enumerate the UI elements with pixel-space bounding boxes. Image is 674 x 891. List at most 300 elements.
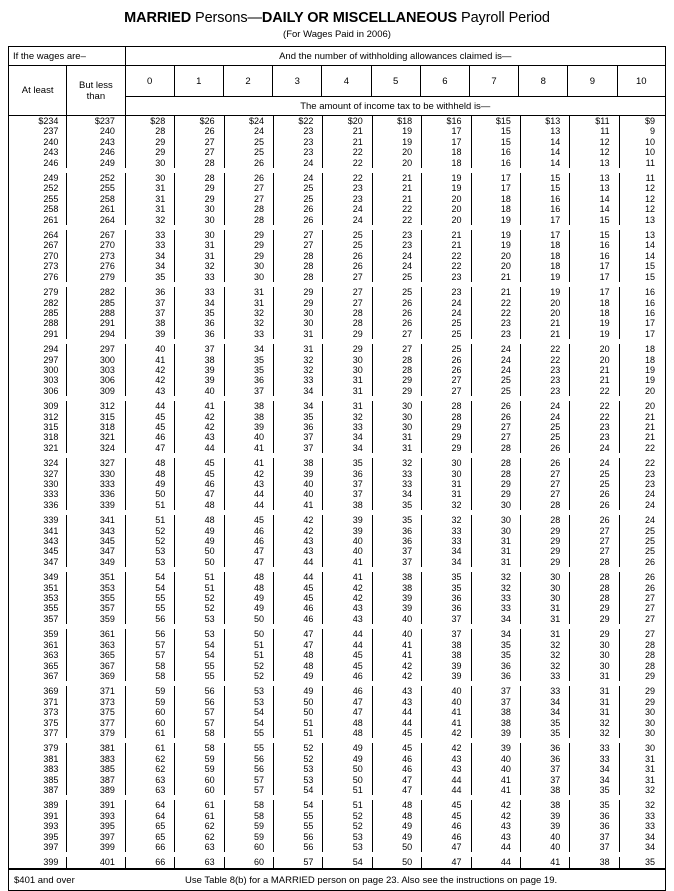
cell-allowance-10: 10 [644,147,655,158]
cell-allowance-1: 50 [175,546,224,556]
header-col-9: 9 [568,66,617,97]
cell-allowance-1: 59 [175,754,224,764]
cell-but-less-than: 377 [67,718,125,728]
cell-allowance-2: $24 [224,116,273,126]
cell-allowance-0: 52 [125,526,174,536]
cell-allowance-2: 40 [224,432,273,442]
cell-allowance-9: 31 [570,697,619,707]
cell-allowance-7: 38 [471,707,520,717]
cell-allowance-1: 44 [175,443,224,453]
cell-allowance-8: 24 [520,412,569,422]
cell-at-least: 333 [9,489,67,499]
cell-allowance-5: 21 [372,183,421,193]
cell-allowance-1: 48 [175,515,224,525]
cell-allowance-8: 33 [520,686,569,696]
cell-allowance-10: 27 [644,613,655,624]
cell-but-less-than: 375 [67,707,125,717]
cell-allowance-4: 50 [323,775,372,785]
cell-at-least: 267 [9,240,67,250]
cell-allowance-2: 35 [224,365,273,375]
cell-but-less-than: $237 [67,116,125,126]
cell-allowance-10: 11 [645,157,655,168]
table-row [9,272,666,282]
cell-allowance-6: 25 [422,329,471,339]
cell-allowance-6: 25 [422,318,471,328]
cell-allowance-5: 29 [372,386,421,396]
cell-allowance-9: 25 [570,469,619,479]
cell-allowance-5: 35 [372,500,421,510]
cell-allowance-7: 33 [471,603,520,613]
cell-allowance-3: 29 [274,298,323,308]
cell-allowance-10: 34 [644,842,655,852]
cell-allowance-10: 20 [644,385,655,396]
cell-allowance-5: 39 [372,603,421,613]
table-row [9,158,666,168]
header-col-8: 8 [519,66,568,97]
cell-at-least: $234 [9,116,67,126]
cell-allowance-10: 29 [644,696,655,707]
cell-allowance-8: 25 [520,422,569,432]
cell-allowance-5: 32 [372,458,421,468]
cell-allowance-10: 22 [644,458,655,469]
cell-allowance-1: 35 [175,308,224,318]
cell-allowance-7: 20 [471,261,520,271]
cell-allowance-5: 19 [372,137,421,147]
table-row [9,650,666,660]
cell-allowance-1: 61 [175,811,224,821]
cell-at-least: 367 [9,671,67,681]
cell-allowance-1: 30 [175,215,224,225]
cell-allowance-10: 15 [644,261,655,272]
cell-allowance-9: 23 [570,422,619,432]
cell-allowance-4: 23 [323,183,372,193]
cell-allowance-5: $18 [372,116,421,126]
cell-allowance-3: 46 [274,603,323,613]
cell-allowance-7: 29 [471,479,520,489]
cell-at-least: 300 [9,365,67,375]
cell-at-least: 343 [9,536,67,546]
cell-but-less-than: 355 [67,593,125,603]
cell-allowance-0: 45 [125,422,174,432]
cell-allowance-7: 42 [471,800,520,810]
cell-allowance-5: 44 [372,707,421,717]
cell-allowance-4: 27 [323,272,372,282]
cell-allowance-4: 34 [323,443,372,453]
cell-allowance-1: 39 [175,375,224,385]
cell-at-least: 279 [9,287,67,297]
cell-allowance-4: 35 [323,458,372,468]
header-row-cols [9,66,666,97]
cell-allowance-6: 43 [422,754,471,764]
footer-threshold: $401 and over [14,874,75,886]
cell-allowance-4: 28 [323,308,372,318]
cell-allowance-0: 62 [125,754,174,764]
cell-allowance-3: 43 [274,546,323,556]
cell-allowance-5: 47 [372,775,421,785]
cell-allowance-4: 25 [323,230,372,240]
cell-allowance-4: 48 [323,718,372,728]
cell-allowance-10: 15 [644,271,655,282]
cell-allowance-6: 47 [422,857,471,868]
cell-allowance-3: 26 [274,204,323,214]
cell-but-less-than: 361 [67,629,125,639]
cell-but-less-than: 391 [67,800,125,810]
cell-allowance-10: 19 [644,364,655,375]
table-row [9,707,666,717]
cell-but-less-than: 315 [67,412,125,422]
cell-allowance-9: 17 [570,287,619,297]
cell-allowance-0: 52 [125,536,174,546]
cell-at-least: 341 [9,526,67,536]
cell-allowance-5: 39 [372,593,421,603]
cell-allowance-8: 23 [520,386,569,396]
cell-allowance-5: 36 [372,536,421,546]
cell-allowance-10: 32 [644,800,655,811]
cell-allowance-4: 48 [323,728,372,738]
table-row [9,697,666,707]
cell-at-least: 312 [9,412,67,422]
cell-allowance-8: 27 [520,489,569,499]
cell-but-less-than: 246 [67,147,125,157]
cell-but-less-than: 333 [67,479,125,489]
cell-allowance-2: 36 [224,375,273,385]
cell-allowance-5: 46 [372,754,421,764]
cell-allowance-3: 57 [274,857,323,868]
table-row [9,583,666,593]
cell-allowance-4: 41 [323,557,372,567]
cell-allowance-4: 42 [323,583,372,593]
cell-allowance-3: 42 [274,526,323,536]
cell-at-least: 315 [9,422,67,432]
cell-allowance-10: 32 [644,784,655,795]
cell-allowance-7: 28 [471,469,520,479]
cell-allowance-1: 55 [175,661,224,671]
cell-allowance-6: 22 [422,261,471,271]
cell-at-least: 321 [9,443,67,453]
cell-allowance-4: 22 [323,173,372,183]
cell-allowance-8: 36 [520,754,569,764]
cell-allowance-8: 35 [520,718,569,728]
cell-allowance-6: 24 [422,308,471,318]
cell-allowance-9: 27 [570,536,619,546]
cell-allowance-3: 51 [274,728,323,738]
cell-allowance-9: 29 [570,629,619,639]
cell-allowance-7: 25 [471,386,520,396]
cell-at-least: 393 [9,821,67,831]
cell-allowance-6: 41 [422,718,471,728]
cell-but-less-than: 383 [67,754,125,764]
cell-allowance-1: 61 [175,800,224,810]
cell-but-less-than: 285 [67,298,125,308]
cell-allowance-6: 21 [422,240,471,250]
cell-allowance-4: 21 [323,126,372,136]
cell-allowance-3: 37 [274,432,323,442]
cell-allowance-5: 47 [372,785,421,795]
cell-allowance-10: 26 [644,556,655,567]
cell-allowance-3: 24 [274,158,323,168]
cell-allowance-5: 24 [372,261,421,271]
cell-allowance-5: 50 [372,857,421,868]
cell-allowance-4: 40 [323,546,372,556]
cell-allowance-8: 23 [520,375,569,385]
cell-allowance-5: 30 [372,401,421,411]
header-col-2: 2 [223,66,272,97]
cell-allowance-5: 23 [372,230,421,240]
cell-allowance-4: 49 [323,743,372,753]
cell-allowance-0: 57 [125,640,174,650]
cell-allowance-7: 18 [471,204,520,214]
cell-allowance-9: 30 [570,661,619,671]
cell-allowance-5: 28 [372,355,421,365]
cell-allowance-6: 46 [422,821,471,831]
cell-but-less-than: 379 [67,728,125,738]
cell-allowance-9: 38 [570,857,619,868]
cell-allowance-1: 42 [175,412,224,422]
cell-allowance-6: 41 [422,707,471,717]
table-row [9,821,666,831]
cell-allowance-2: 52 [224,671,273,681]
cell-allowance-6: $16 [422,116,471,126]
cell-but-less-than: 318 [67,422,125,432]
cell-but-less-than: 312 [67,401,125,411]
table-row [9,546,666,556]
cell-allowance-9: 22 [570,386,619,396]
cell-allowance-7: 27 [471,432,520,442]
cell-allowance-8: 37 [520,764,569,774]
cell-allowance-4: 50 [323,764,372,774]
cell-allowance-5: 35 [372,515,421,525]
cell-allowance-6: 42 [422,743,471,753]
cell-allowance-10: 24 [644,515,655,526]
table-row [9,811,666,821]
cell-allowance-1: 53 [175,614,224,624]
cell-allowance-7: 28 [471,443,520,453]
cell-allowance-2: 48 [224,572,273,582]
cell-allowance-6: 23 [422,287,471,297]
page-title [8,10,666,26]
cell-allowance-10: 26 [644,572,655,583]
header-col-0: 0 [125,66,174,97]
cell-allowance-10: 16 [644,297,655,308]
cell-allowance-3: 52 [274,754,323,764]
header-col-4: 4 [322,66,371,97]
cell-allowance-2: 59 [224,821,273,831]
cell-allowance-4: 37 [323,489,372,499]
cell-allowance-3: 23 [274,126,323,136]
title-rest-payroll: Payroll Period [457,10,550,26]
cell-allowance-9: 14 [570,194,619,204]
cell-but-less-than: 381 [67,743,125,753]
table-row [9,671,666,681]
cell-allowance-6: 21 [422,230,471,240]
cell-but-less-than: 252 [67,173,125,183]
cell-allowance-5: 27 [372,329,421,339]
cell-allowance-5: 31 [372,432,421,442]
cell-allowance-1: 36 [175,329,224,339]
cell-allowance-7: 15 [471,126,520,136]
cell-allowance-1: 48 [175,500,224,510]
cell-allowance-4: 31 [323,386,372,396]
cell-allowance-4: 27 [323,298,372,308]
cell-allowance-10: 27 [644,629,655,640]
cell-allowance-6: 33 [422,526,471,536]
cell-allowance-9: 24 [570,443,619,453]
cell-allowance-8: 20 [520,308,569,318]
cell-allowance-1: 62 [175,832,224,842]
cell-allowance-5: 20 [372,158,421,168]
cell-allowance-1: 27 [175,137,224,147]
cell-allowance-3: 27 [274,230,323,240]
cell-at-least: 261 [9,215,67,225]
cell-but-less-than: 341 [67,515,125,525]
cell-allowance-5: 21 [372,194,421,204]
cell-allowance-4: 24 [323,204,372,214]
table-row [9,230,666,240]
cell-allowance-8: 15 [520,183,569,193]
cell-allowance-8: 15 [520,173,569,183]
cell-allowance-10: 14 [644,250,655,261]
cell-allowance-2: 59 [224,832,273,842]
cell-allowance-7: 31 [471,546,520,556]
cell-at-least: 273 [9,261,67,271]
cell-allowance-7: 18 [471,194,520,204]
cell-allowance-4: 51 [323,785,372,795]
table-row [9,443,666,453]
table-row [9,526,666,536]
cell-allowance-9: 34 [570,775,619,785]
cell-allowance-8: 20 [520,298,569,308]
cell-allowance-7: 35 [471,650,520,660]
cell-allowance-2: 29 [224,240,273,250]
cell-allowance-8: 31 [520,603,569,613]
cell-allowance-10: 25 [644,546,655,557]
cell-allowance-3: 49 [274,686,323,696]
cell-at-least: 336 [9,500,67,510]
table-row [9,308,666,318]
cell-allowance-7: 20 [471,251,520,261]
cell-allowance-4: 43 [323,603,372,613]
cell-allowance-4: 53 [323,842,372,852]
cell-allowance-6: 29 [422,432,471,442]
cell-allowance-5: 24 [372,251,421,261]
cell-but-less-than: 330 [67,469,125,479]
table-row [9,629,666,639]
cell-allowance-2: 34 [224,344,273,354]
cell-allowance-8: 14 [520,137,569,147]
cell-allowance-5: 42 [372,671,421,681]
cell-allowance-2: 30 [224,272,273,282]
title-rest-persons: Persons— [191,10,262,26]
cell-but-less-than: 345 [67,536,125,546]
cell-allowance-3: 25 [274,183,323,193]
cell-allowance-2: 24 [224,126,273,136]
cell-allowance-0: 49 [125,479,174,489]
cell-allowance-1: 40 [175,386,224,396]
cell-allowance-6: 40 [422,686,471,696]
cell-allowance-4: 37 [323,479,372,489]
cell-allowance-6: 17 [422,137,471,147]
cell-allowance-2: 27 [224,194,273,204]
cell-allowance-8: 18 [520,240,569,250]
table-row [9,572,666,582]
table-row [9,261,666,271]
cell-allowance-6: 39 [422,671,471,681]
cell-allowance-9: 15 [570,215,619,225]
cell-allowance-1: 51 [175,572,224,582]
cell-allowance-10: 25 [644,525,655,536]
cell-allowance-3: 24 [274,173,323,183]
cell-allowance-1: 57 [175,707,224,717]
cell-allowance-2: 31 [224,287,273,297]
cell-allowance-7: 17 [471,173,520,183]
cell-allowance-7: 36 [471,661,520,671]
cell-allowance-0: 65 [125,821,174,831]
cell-at-least: 297 [9,355,67,365]
cell-at-least: 397 [9,842,67,852]
cell-allowance-4: 29 [323,329,372,339]
cell-allowance-9: 33 [570,754,619,764]
table-row [9,147,666,157]
cell-allowance-8: 27 [520,479,569,489]
cell-but-less-than: 343 [67,526,125,536]
cell-allowance-10: 22 [644,442,655,453]
header-but-less-than: But less than [67,66,125,116]
cell-allowance-5: 30 [372,422,421,432]
cell-allowance-8: 39 [520,821,569,831]
cell-allowance-10: 27 [644,603,655,614]
cell-allowance-10: 23 [644,479,655,489]
cell-at-least: 282 [9,298,67,308]
cell-allowance-10: 11 [645,173,655,184]
cell-allowance-7: 24 [471,355,520,365]
cell-allowance-4: 29 [323,344,372,354]
cell-allowance-2: 54 [224,718,273,728]
cell-allowance-10: 13 [644,230,655,241]
cell-allowance-9: 20 [570,355,619,365]
cell-at-least: 373 [9,707,67,717]
cell-allowance-8: $13 [520,116,569,126]
cell-allowance-9: 26 [570,500,619,510]
cell-allowance-6: 46 [422,832,471,842]
cell-allowance-8: 38 [520,800,569,810]
cell-allowance-6: 24 [422,298,471,308]
cell-allowance-10: 21 [644,432,655,443]
cell-allowance-10: 30 [644,743,655,754]
cell-allowance-2: 52 [224,661,273,671]
cell-allowance-7: 37 [471,697,520,707]
cell-allowance-4: 25 [323,240,372,250]
cell-allowance-1: 60 [175,785,224,795]
cell-allowance-4: 36 [323,469,372,479]
cell-but-less-than: 387 [67,775,125,785]
cell-allowance-9: 37 [570,842,619,852]
cell-but-less-than: 365 [67,650,125,660]
cell-at-least: 240 [9,137,67,147]
cell-allowance-0: 41 [125,355,174,365]
cell-allowance-7: 43 [471,821,520,831]
cell-allowance-0: 64 [125,811,174,821]
table-row [9,126,666,136]
cell-allowance-10: 23 [644,468,655,479]
cell-allowance-5: 42 [372,661,421,671]
cell-allowance-8: 28 [520,500,569,510]
table-row [9,754,666,764]
cell-allowance-10: 17 [644,318,655,329]
cell-allowance-3: 32 [274,365,323,375]
cell-allowance-10: 18 [644,354,655,365]
table-row [9,329,666,339]
cell-allowance-2: 29 [224,251,273,261]
